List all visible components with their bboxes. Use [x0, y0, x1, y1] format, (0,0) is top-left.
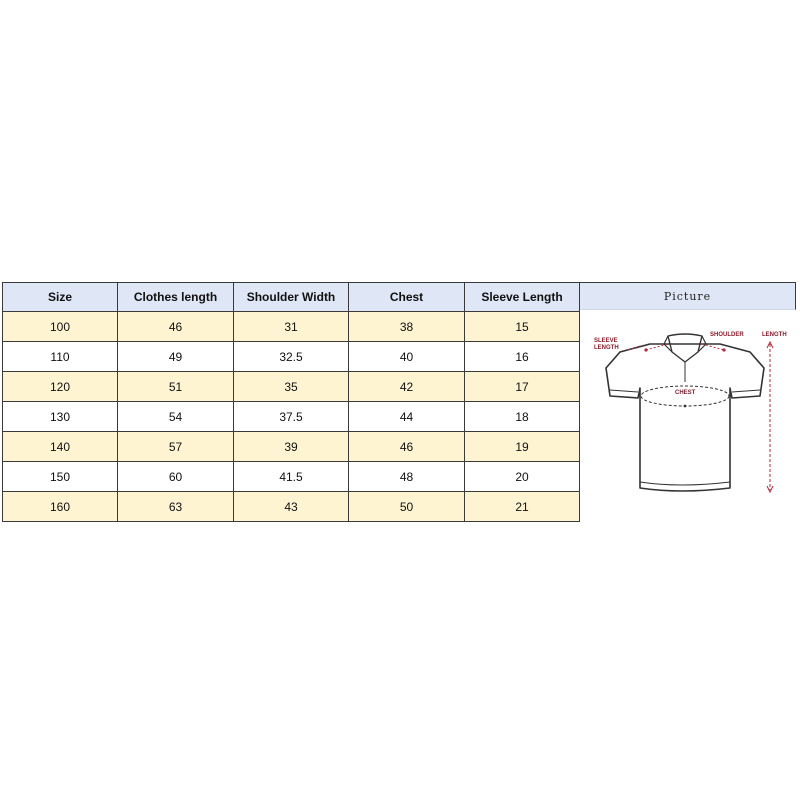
- size-table: [2, 282, 580, 522]
- cell-chest: 38: [349, 312, 465, 342]
- header-chest: Chest: [349, 283, 465, 312]
- header-shoulder-width: Shoulder Width: [234, 283, 349, 312]
- cell-size: 130: [3, 402, 118, 432]
- header-size: Size: [3, 283, 118, 312]
- cell-sleeve-length: 15: [465, 312, 580, 342]
- table-row: [3, 402, 580, 432]
- label-sleeve-length: SLEEVE LENGTH: [594, 338, 619, 351]
- table-row: [3, 312, 580, 342]
- cell-size: 140: [3, 432, 118, 462]
- cell-sleeve-length: 21: [465, 492, 580, 522]
- cell-clothes-length: 51: [118, 372, 234, 402]
- table-row: [3, 372, 580, 402]
- cell-sleeve-length: 19: [465, 432, 580, 462]
- label-shoulder: SHOULDER: [710, 332, 744, 338]
- cell-chest: 50: [349, 492, 465, 522]
- picture-header: Picture: [580, 282, 796, 310]
- cell-sleeve-length: 20: [465, 462, 580, 492]
- cell-shoulder-width: 32.5: [234, 342, 349, 372]
- cell-chest: 42: [349, 372, 465, 402]
- picture-panel: [579, 282, 796, 518]
- cell-shoulder-width: 43: [234, 492, 349, 522]
- cell-sleeve-length: 18: [465, 402, 580, 432]
- cell-size: 120: [3, 372, 118, 402]
- cell-sleeve-length: 17: [465, 372, 580, 402]
- cell-chest: 44: [349, 402, 465, 432]
- header-clothes-length: Clothes length: [118, 283, 234, 312]
- label-chest: CHEST: [675, 390, 696, 396]
- cell-size: 160: [3, 492, 118, 522]
- cell-shoulder-width: 41.5: [234, 462, 349, 492]
- collar: [668, 334, 702, 362]
- cell-sleeve-length: 16: [465, 342, 580, 372]
- measurement-diagram: [580, 310, 796, 518]
- cell-chest: 46: [349, 432, 465, 462]
- cell-size: 100: [3, 312, 118, 342]
- cell-clothes-length: 49: [118, 342, 234, 372]
- cell-chest: 48: [349, 462, 465, 492]
- table-row: [3, 432, 580, 462]
- size-chart: [0, 280, 800, 520]
- cell-clothes-length: 57: [118, 432, 234, 462]
- cell-clothes-length: 54: [118, 402, 234, 432]
- shoulder-measure: [646, 344, 724, 350]
- label-length: LENGTH: [762, 332, 787, 338]
- cell-shoulder-width: 31: [234, 312, 349, 342]
- cell-clothes-length: 63: [118, 492, 234, 522]
- cell-chest: 40: [349, 342, 465, 372]
- cell-shoulder-width: 37.5: [234, 402, 349, 432]
- cell-size: 110: [3, 342, 118, 372]
- cell-shoulder-width: 39: [234, 432, 349, 462]
- table-row: [3, 492, 580, 522]
- cell-shoulder-width: 35: [234, 372, 349, 402]
- header-sleeve-length: Sleeve Length: [465, 283, 580, 312]
- cell-size: 150: [3, 462, 118, 492]
- cell-clothes-length: 60: [118, 462, 234, 492]
- table-header-row: [3, 283, 580, 312]
- cell-clothes-length: 46: [118, 312, 234, 342]
- table-row: [3, 462, 580, 492]
- table-row: [3, 342, 580, 372]
